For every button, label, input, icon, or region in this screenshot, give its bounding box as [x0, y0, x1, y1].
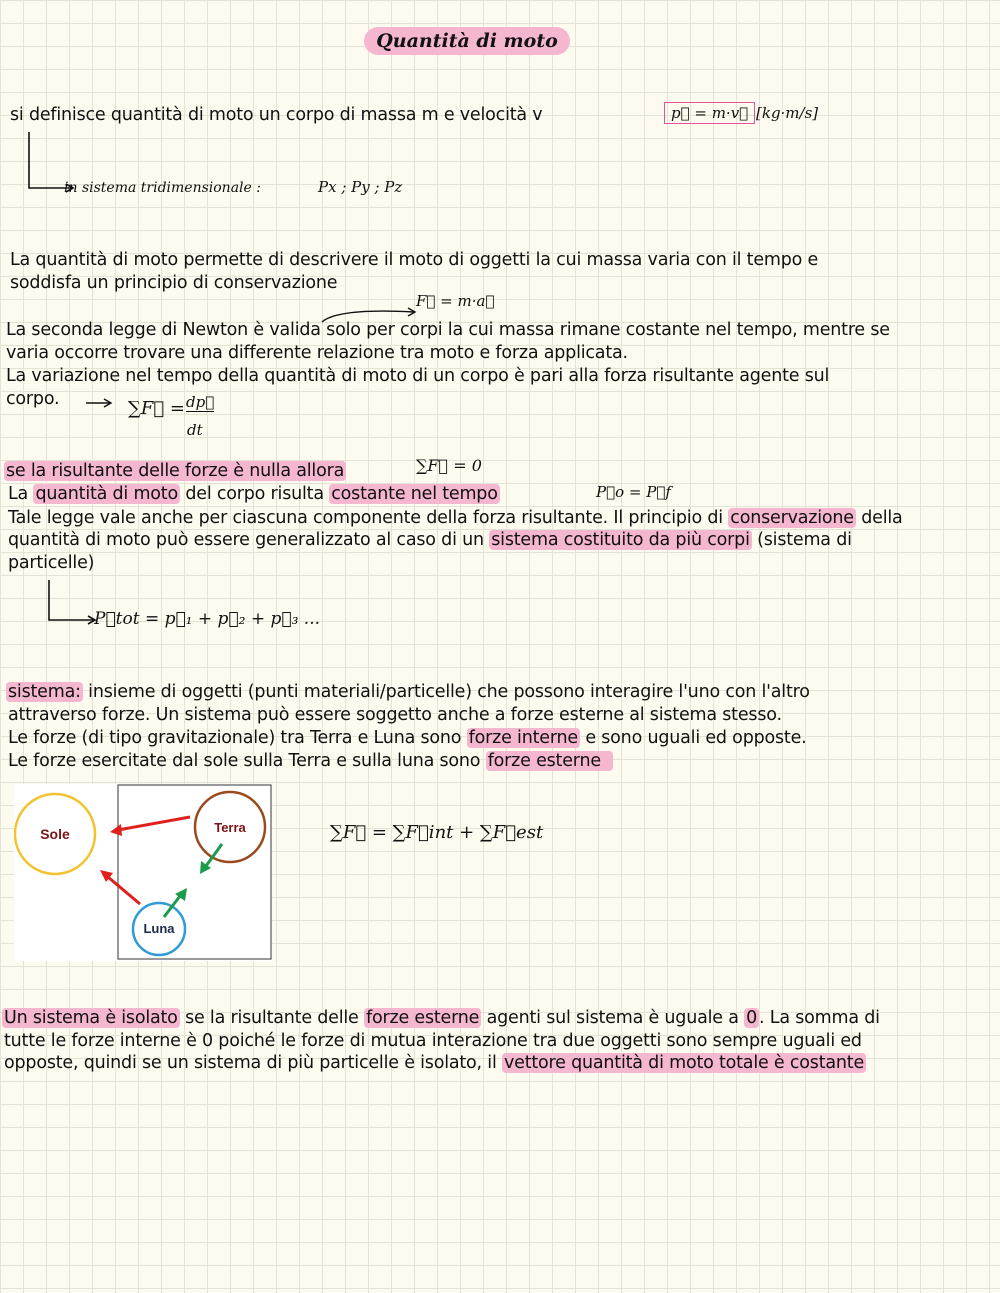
para1-line2: soddisfa un principio di conservazione: [10, 273, 338, 293]
highlight-sistema-isolato: Un sistema è isolato: [4, 1008, 178, 1028]
law2-pre: quantità di moto può essere generalizzato al caso di un: [8, 530, 490, 550]
momentum-units: [kg·m/s]: [756, 104, 819, 122]
sole-label: Sole: [40, 826, 70, 842]
constant-pre: La: [8, 484, 34, 504]
sum-f-lhs: ∑F⃗ =: [128, 398, 185, 419]
arrow-right-icon: [84, 396, 114, 410]
constant-line: [8, 483, 500, 506]
isolated-line3: [4, 1052, 866, 1075]
ptot-formula: P⃗tot = p⃗₁ + p⃗₂ + p⃗₃ ...: [94, 609, 321, 629]
law1-post: della: [855, 508, 903, 528]
definition-text: si definisce quantità di moto un corpo di massa m e velocità v: [10, 105, 543, 125]
system-line2: attraverso forze. Un sistema può essere soggetto anche a forze esterne al sistema stesso.: [8, 705, 782, 725]
tridim-components: Px ; Py ; Pz: [318, 178, 403, 196]
system-line4-pre: Le forze esercitate dal sole sulla Terra e sulla luna sono: [8, 751, 486, 771]
sun-earth-moon-diagram: [14, 784, 272, 961]
newton-formula: F⃗ = m·a⃗: [416, 292, 495, 310]
highlight-conservazione: conservazione: [730, 508, 854, 528]
terra-label: Terra: [214, 820, 246, 835]
highlight-vettore-costante: vettore quantità di moto totale è costante: [503, 1053, 865, 1073]
highlight-sistema: sistema:: [8, 682, 81, 702]
luna-label: Luna: [143, 921, 175, 936]
highlight-costante-nel-tempo: costante nel tempo: [331, 484, 498, 504]
isolated-line3-pre: opposte, quindi se un sistema di più particelle è isolato, il: [4, 1053, 502, 1073]
p0-pf-formula: P⃗o = P⃗f: [596, 483, 671, 501]
constant-mid: del corpo risulta: [179, 484, 330, 504]
dt-denominator: dt: [187, 421, 203, 439]
para2-line3: La variazione nel tempo della quantità di moto di un corpo è pari alla forza risultante agente sul: [6, 366, 830, 386]
page-title: Quantità di moto: [364, 27, 570, 55]
sum-forces-formula: ∑F⃗ = ∑F⃗int + ∑F⃗est: [330, 822, 544, 843]
system-line3-pre: Le forze (di tipo gravitazionale) tra Terra e Luna sono: [8, 728, 467, 748]
isolated-line1-post: . La somma di: [759, 1008, 880, 1028]
law-line1: [8, 507, 903, 530]
para2-line1: La seconda legge di Newton è valida solo per corpi la cui massa rimane costante nel tempo, mentre se: [6, 320, 890, 340]
para2-line4: corpo.: [6, 389, 60, 409]
highlight-quantita-di-moto: quantità di moto: [35, 484, 178, 504]
isolated-line2: tutte le forze interne è 0 poiché le forze di mutua interazione tra due oggetti sono sempre uguali ed: [4, 1031, 862, 1051]
para1-line1: La quantità di moto permette di descrivere il moto di oggetti la cui massa varia con il tempo e: [10, 250, 819, 270]
system-line4: [8, 750, 613, 773]
system-line1-post: insieme di oggetti (punti materiali/particelle) che possono interagire l'uno con l'altro: [82, 682, 810, 702]
tridim-label: in sistema tridimensionale :: [64, 180, 261, 196]
system-line3-post: e sono uguali ed opposte.: [579, 728, 807, 748]
highlight-forze-interne: forze interne: [468, 728, 578, 748]
highlight-sistema-piu-corpi: sistema costituito da più corpi: [491, 530, 750, 550]
system-line1: [6, 681, 810, 704]
system-line3: [8, 727, 807, 750]
momentum-formula: p⃗ = m·v⃗: [664, 102, 755, 124]
isolated-line1: [2, 1007, 880, 1030]
sum-f-zero: ∑F⃗ = 0: [416, 456, 482, 475]
highlight-forze-esterne-2: forze esterne: [366, 1008, 480, 1028]
law2-post: (sistema di: [751, 530, 852, 550]
para2-line2: varia occorre trovare una differente relazione tra moto e forza applicata.: [6, 343, 628, 363]
highlight-zero: 0: [746, 1008, 758, 1028]
isolated-line1-mid: se la risultante delle: [179, 1008, 364, 1028]
dp-numerator: dp⃗: [186, 393, 215, 411]
law-line2: [8, 529, 852, 552]
highlight-forze-esterne: forze esterne: [486, 751, 613, 771]
law-line3: particelle): [8, 553, 95, 573]
isolated-line1-mid2: agenti sul sistema è uguale a: [481, 1008, 745, 1028]
null-resultant-highlight: se la risultante delle forze è nulla allora: [6, 461, 345, 481]
law1-pre: Tale legge vale anche per ciascuna componente della forza risultante. Il principio di: [8, 508, 729, 528]
null-resultant-text: [4, 460, 346, 483]
